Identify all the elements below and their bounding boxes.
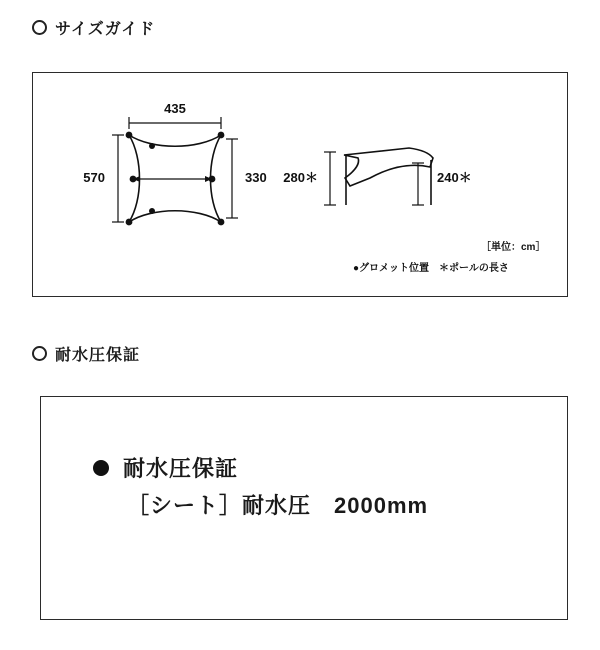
- water-pressure-line2-label: ［シート］耐水圧 2000mm: [127, 493, 429, 518]
- bullet-icon: [93, 460, 109, 476]
- circle-outline-icon: [32, 346, 47, 361]
- water-pressure-heading-label: 耐水圧保証: [55, 347, 141, 364]
- unit-note-label: ［単位：cm］: [481, 242, 546, 253]
- top-view-width-label: 435: [164, 101, 186, 116]
- top-view-width-dimension: [129, 101, 221, 129]
- side-view-left-dimension: [283, 152, 336, 205]
- top-view-height-dimension: [83, 135, 124, 222]
- top-view-right-dimension: [226, 139, 267, 218]
- water-pressure-heading: [32, 342, 140, 365]
- side-view-right-dimension: [412, 163, 472, 205]
- tarp-side-view-shape: [344, 148, 433, 186]
- top-view-height-label: 570: [83, 170, 105, 185]
- side-view-left-label: 280＊: [283, 170, 318, 185]
- top-view-right-label: 330: [245, 170, 267, 185]
- legend-label: ●グロメット位置 ＊ポールの長さ: [353, 263, 509, 274]
- side-view-right-label: 240＊: [437, 170, 472, 185]
- size-guide-heading-label: サイズガイド: [55, 21, 156, 38]
- water-pressure-line1: [93, 452, 238, 483]
- water-pressure-line1-label: 耐水圧保証: [123, 456, 239, 481]
- water-pressure-panel: [40, 396, 568, 620]
